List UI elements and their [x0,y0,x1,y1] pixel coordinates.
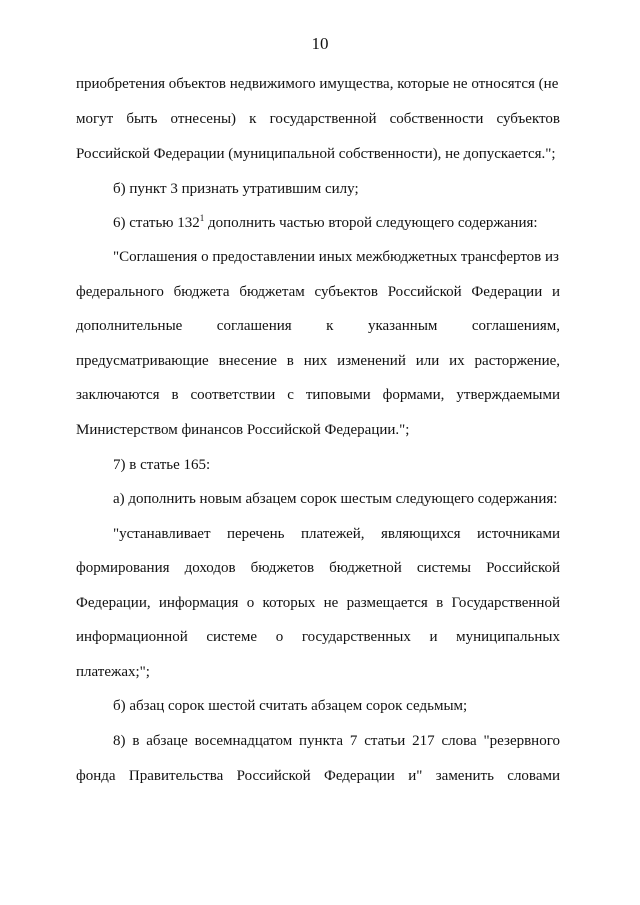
text-line: фонда Правительства Российской Федерации и" заменить словами [76,768,560,784]
text-line: заключаются в соответствии с типовыми формами, утверждаемыми [76,387,560,403]
text-line: б) пункт 3 признать утратившим силу; [113,181,359,197]
text-line-with-superscript [113,214,560,232]
page-number: 10 [311,34,329,53]
text-line: Российской Федерации (муниципальной собственности), не допускается."; [76,146,556,162]
text-line: федерального бюджета бюджетам субъектов Российской Федерации и [76,284,560,300]
superscript: 1 [199,213,205,223]
text-line: платежах;"; [76,664,150,680]
text-line: "Соглашения о предоставлении иных межбюджетных трансфертов из [113,249,559,265]
text-line: Федерации, информация о которых не размещается в Государственной [76,595,560,611]
text-line: 8) в абзаце восемнадцатом пункта 7 статьи 217 слова "резервного [113,733,560,749]
text-line: могут быть отнесены) к государственной собственности субъектов [76,111,560,127]
text-segment: 6) статью 132 [113,215,200,231]
text-line: предусматривающие внесение в них изменений или их расторжение, [76,353,560,369]
text-line: формирования доходов бюджетов бюджетной системы Российской [76,560,560,576]
text-line: "устанавливает перечень платежей, являющихся источниками [113,526,560,542]
text-segment: дополнить частью второй следующего содержания: [204,215,538,231]
text-line: Министерством финансов Российской Федерации."; [76,422,410,438]
text-line: информационной системе о государственных и муниципальных [76,629,560,645]
text-line: б) абзац сорок шестой считать абзацем сорок седьмым; [113,698,468,714]
text-line: приобретения объектов недвижимого имущества, которые не относятся (не [76,76,559,92]
text-line: а) дополнить новым абзацем сорок шестым следующего содержания: [113,491,558,507]
text-line: дополнительные соглашения к указанным соглашениям, [76,318,560,334]
text-line: 7) в статье 165: [113,457,211,473]
